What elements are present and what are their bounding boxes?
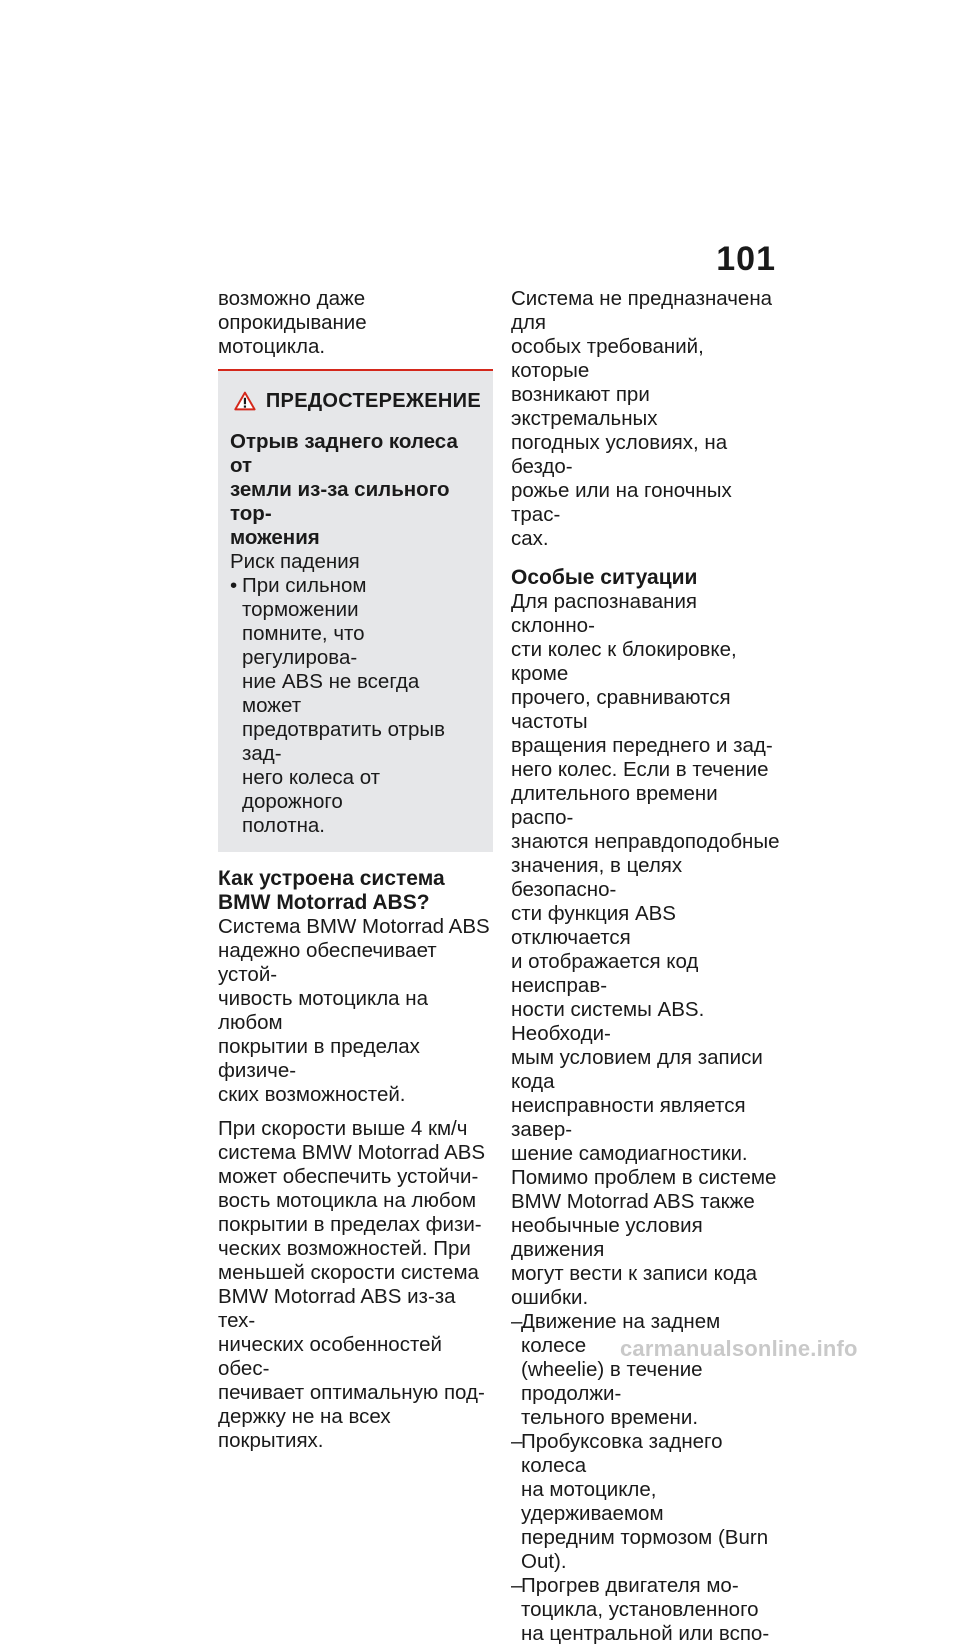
warning-subtitle: Отрыв заднего колеса от земли из-за сильного тор- можения <box>230 430 458 549</box>
warning-title: ПРЕДОСТЕРЕЖЕНИЕ <box>265 390 481 412</box>
list-item: – Пробуксовка заднего колеса на мотоцикле, удерживаемом передним тормозом (Burn Out). <box>511 1430 769 1573</box>
paragraph-not-designed: Система не предназначена для особых требований, которые возникают при экстремальных погодных условиях, на бездо- рожье или на гоночных трас- сах. <box>511 287 773 550</box>
watermark: carmanualsonline.info <box>620 1336 858 1361</box>
warning-triangle-icon <box>234 386 256 416</box>
section-heading-abs: Как устроена система BMW Motorrad ABS? <box>218 867 445 914</box>
paragraph-abs-stability: Система BMW Motorrad ABS надежно обеспечивает устой- чивость мотоцикла на любом покрытии в пределах физиче- ских возможностей. <box>218 915 490 1106</box>
warning-header <box>230 386 481 416</box>
warning-box <box>218 371 493 852</box>
warning-risk: Риск падения <box>230 550 360 573</box>
dash-mark: – <box>511 1310 523 1333</box>
list-item: – Прогрев двигателя мо- тоцикла, установленного на центральной или вспо- <box>511 1574 770 1645</box>
dash-mark: – <box>511 1430 523 1453</box>
paragraph-abs-speed: При скорости выше 4 км/ч система BMW Motorrad ABS может обеспечить устойчи- вость мотоцикла на любом покрытии в пределах физи- ческих возможностей. При меньшей скорости система BMW Motorrad ABS из-за тех- нических особенностей обес- печивает оптимальную под- держку не на всех покрытиях. <box>218 1117 486 1452</box>
paragraph-special-situations: Для распознавания склонно- сти колес к блокировке, кроме прочего, сравниваются частоты вращения переднего и зад- него колес. Если в течение длительного времени распо- знаются неправдоподобные значения, в целях безопасно- сти функция ABS отключается и отображается код неисправ- ности системы ABS. Необходи- мым условием для записи кода неисправности является завер- шение самодиагностики. Помимо проблем в системе BMW Motorrad ABS также необычные условия движения могут вести к записи кода ошибки. <box>511 590 780 1309</box>
list-item: – Движение на заднем колесе (wheelie) в течение продолжи- тельного времени. <box>511 1310 721 1429</box>
intro-text: возможно даже опрокидывание мотоцикла. <box>218 287 367 358</box>
warning-bullet: • При сильном торможении помните, что регулирова- ние ABS не всегда может предотвратить отрыв зад- него колеса от дорожного полотна. <box>230 574 445 837</box>
bullet-mark: • <box>230 574 238 597</box>
section-heading-special: Особые ситуации <box>511 566 698 589</box>
right-column <box>511 287 781 1646</box>
page-number: 101 <box>716 240 776 278</box>
left-column <box>218 287 493 1453</box>
dash-mark: – <box>511 1574 523 1597</box>
